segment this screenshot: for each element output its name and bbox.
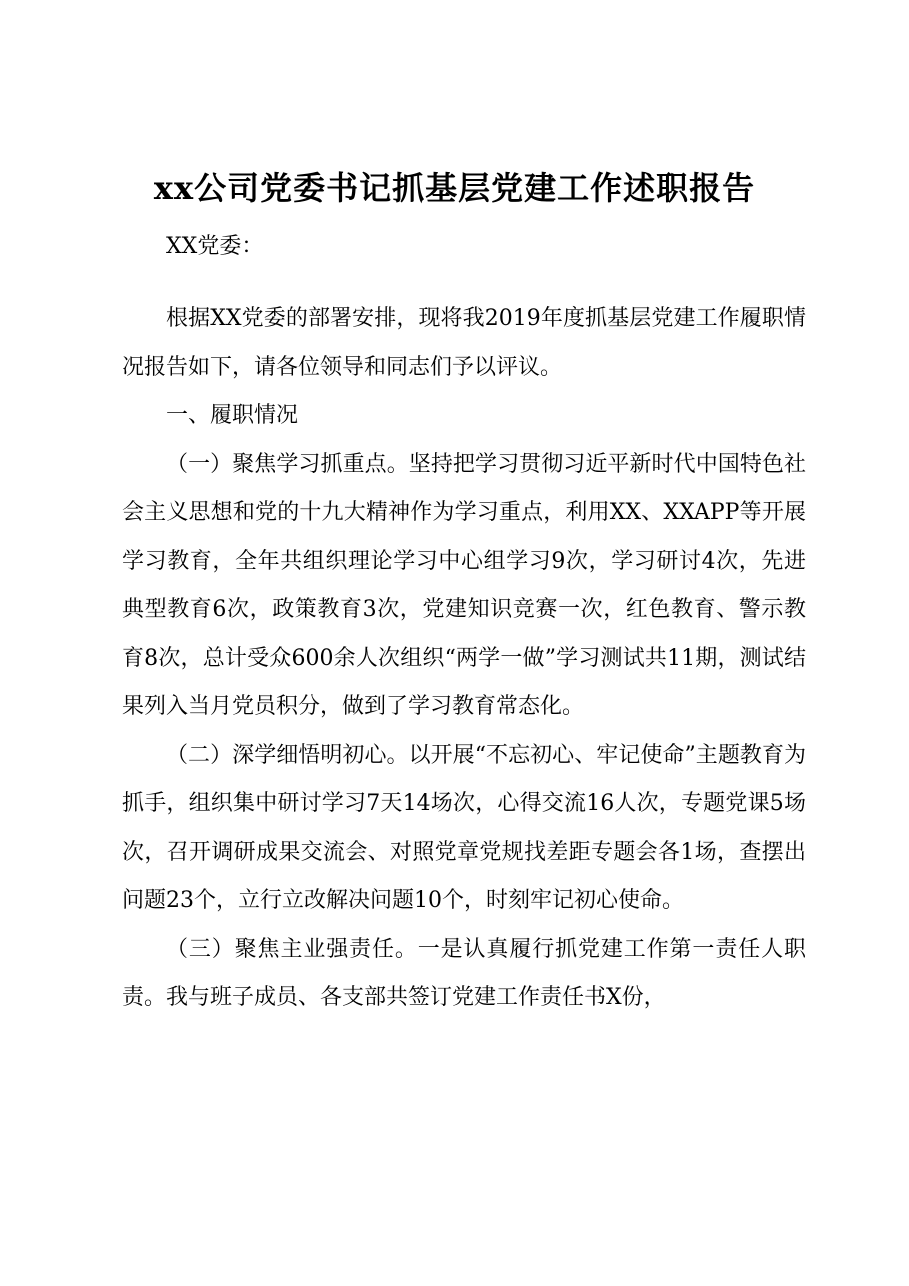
paragraph-responsibility: （三）聚焦主业强责任。一是认真履行抓党建工作第一责任人职责。我与班子成员、各支部共签订党建工作责任书X份， <box>122 936 806 1010</box>
document-body <box>122 295 806 1023</box>
paragraph-intro: 根据XX党委的部署安排，现将我2019年度抓基层党建工作履职情况报告如下，请各位领导和同志们予以评议。 <box>122 306 806 380</box>
salutation: XX党委： <box>166 234 264 259</box>
paragraph-original-aspiration: （二）深学细悟明初心。以开展“不忘初心、牢记使命”主题教育为抓手，组织集中研讨学习7天14场次，心得交流16人次，专题党课5场次，召开调研成果交流会、对照党章党规找差距专题会各1场，查摆出问题23个，立行立改解决问题10个，时刻牢记初心使命。 <box>122 742 806 913</box>
salutation-block <box>122 223 806 272</box>
paragraph-study: （一）聚焦学习抓重点。坚持把学习贯彻习近平新时代中国特色社会主义思想和党的十九大精神作为学习重点，利用XX、XXAPP等开展学习教育，全年共组织理论学习中心组学习9次，学习研讨4次，先进典型教育6次，政策教育3次，党建知识竞赛一次，红色教育、警示教育8次，总计受众600余人次组织“两学一做”学习测试共11期，测试结果列入当月党员积分，做到了学习教育常态化。 <box>122 451 806 719</box>
section-heading: 一、履职情况 <box>166 403 299 428</box>
document-title: xx公司党委书记抓基层党建工作述职报告 <box>153 169 756 207</box>
